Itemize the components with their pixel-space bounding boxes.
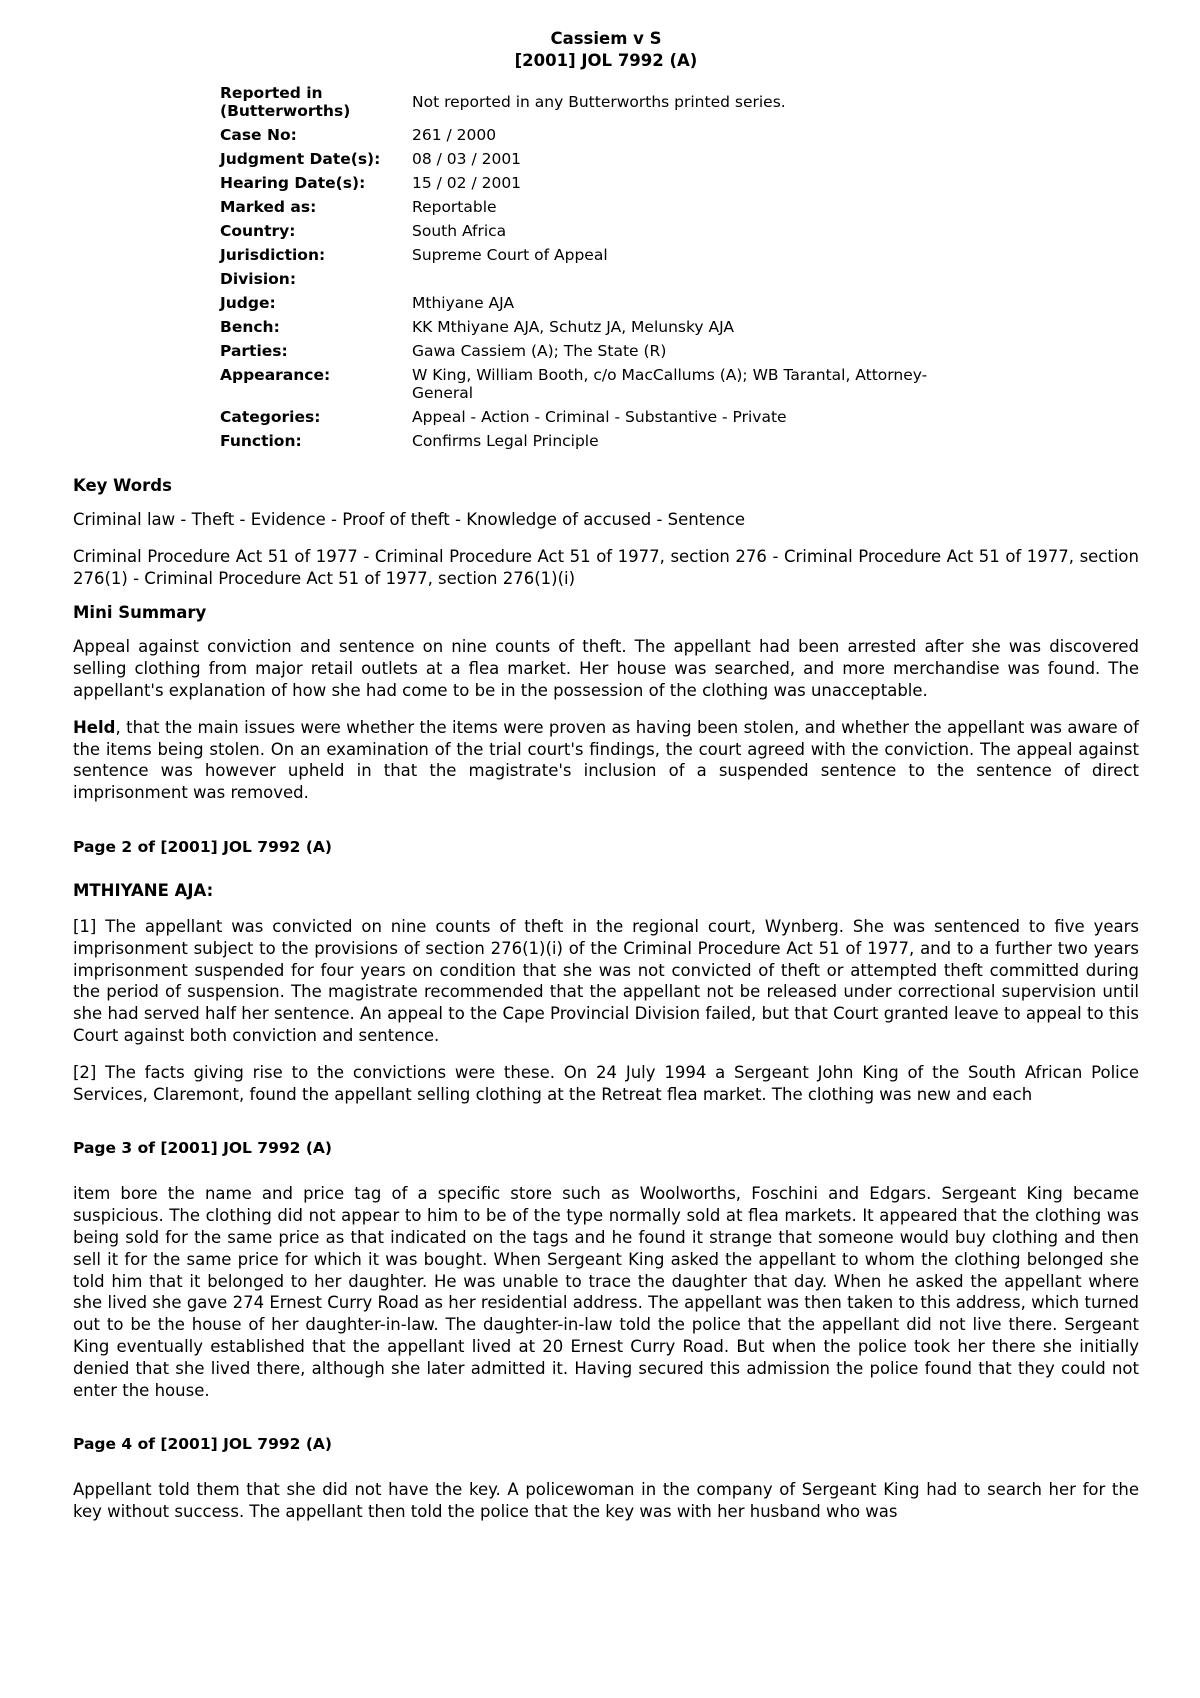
metadata-value: Mthiyane AJA	[412, 294, 515, 312]
paragraph-2: [2] The facts giving rise to the convictions were these. On 24 July 1994 a Sergeant John King of the South African Police Services, Claremont, found the appellant selling clothing at the Retreat flea market. The clothing was new and each	[73, 1062, 1139, 1104]
metadata-row	[220, 366, 972, 408]
paragraph-4: Appellant told them that she did not have the key. A policewoman in the company of Sergeant King had to search her for the key without success. The appellant then told the police that the key was with her husband who was	[73, 1480, 1139, 1522]
metadata-row	[220, 174, 972, 198]
case-metadata-table	[220, 84, 972, 456]
metadata-value: 08 / 03 / 2001	[412, 150, 522, 168]
metadata-value: South Africa	[412, 222, 507, 240]
metadata-row	[220, 270, 972, 294]
metadata-label: Case No:	[220, 126, 297, 144]
paragraph-1: [1] The appellant was convicted on nine counts of theft in the regional court, Wynberg. She was sentenced to five years imprisonment subject to the provisions of section 276(1)(i) of the Criminal Procedure Act 51 of 1977, and to a further two years imprisonment suspended for four years on condition that she was not convicted of theft or attempted theft committed during the period of suspension. The magistrate recommended that the appellant not be released under correctional supervision until she had served half her sentence. An appeal to the Cape Provincial Division failed, but that Court granted leave to appeal to this Court against both conviction and sentence.	[73, 916, 1139, 1045]
metadata-value: Supreme Court of Appeal	[412, 246, 608, 264]
metadata-label: Parties:	[220, 342, 288, 360]
metadata-value: Confirms Legal Principle	[412, 432, 599, 450]
metadata-label: Appearance:	[220, 366, 331, 384]
metadata-label: Function:	[220, 432, 302, 450]
title-block	[73, 28, 1139, 72]
metadata-value	[412, 270, 972, 294]
metadata-row	[220, 432, 972, 456]
metadata-row	[220, 246, 972, 270]
page-marker-2: Page 2 of [2001] JOL 7992 (A)	[73, 837, 332, 856]
metadata-label: Judgment Date(s):	[220, 150, 381, 168]
metadata-row	[220, 318, 972, 342]
metadata-value: Reportable	[412, 198, 497, 216]
metadata-row	[220, 84, 972, 126]
mini-summary-heading: Mini Summary	[73, 603, 207, 623]
key-words-heading: Key Words	[73, 476, 172, 495]
metadata-value: 15 / 02 / 2001	[412, 174, 522, 192]
metadata-label: Judge:	[220, 294, 276, 312]
judge-heading: MTHIYANE AJA:	[73, 880, 214, 900]
metadata-value: 261 / 2000	[412, 126, 497, 144]
paragraph-3: item bore the name and price tag of a specific store such as Woolworths, Foschini and Edgars. Sergeant King became suspicious. The clothing did not appear to him to be of the type normally sold at flea markets. It appeared that the clothing was being sold for the same price as that indicated on the tags and he found it strange that someone would buy clothing and then sell it for the same price for which it was bought. When Sergeant King asked the appellant to whom the clothing belonged she told him that it belonged to her daughter. He was unable to trace the daughter that day. When he asked the appellant where she lived she gave 274 Ernest Curry Road as her residential address. The appellant was then taken to this address, which turned out to be the house of her daughter-in-law. The daughter-in-law told the police that the appellant did not live there. Sergeant King eventually established that the appellant lived at 20 Ernest Curry Road. But when the police took her there she initially denied that she lived there, although she later admitted it. Having secured this admission the police found that they could not enter the house.	[73, 1184, 1139, 1400]
page-marker-4: Page 4 of [2001] JOL 7992 (A)	[73, 1435, 332, 1454]
case-citation: [2001] JOL 7992 (A)	[514, 51, 698, 70]
metadata-label: Hearing Date(s):	[220, 174, 366, 192]
metadata-row	[220, 294, 972, 318]
metadata-label: Jurisdiction:	[220, 246, 326, 264]
case-title: Cassiem v S	[550, 29, 662, 48]
key-words-subjects: Criminal law - Theft - Evidence - Proof of theft - Knowledge of accused - Sentence	[73, 510, 746, 529]
metadata-value: W King, William Booth, c/o MacCallums (A); WB Tarantal, Attorney-General	[412, 366, 928, 402]
page-marker-3: Page 3 of [2001] JOL 7992 (A)	[73, 1139, 332, 1158]
metadata-label: Country:	[220, 222, 296, 240]
key-words-legislation: Criminal Procedure Act 51 of 1977 - Criminal Procedure Act 51 of 1977, section 276 - Criminal Procedure Act 51 of 1977, section 276(1) - Criminal Procedure Act 51 of 1977, section 276(1)(i)	[73, 546, 1139, 588]
metadata-label: Marked as:	[220, 198, 317, 216]
held-label: Held	[73, 717, 116, 737]
metadata-label: Categories:	[220, 408, 321, 426]
metadata-row	[220, 150, 972, 174]
metadata-value: Appeal - Action - Criminal - Substantive - Private	[412, 408, 787, 426]
document-page	[73, 28, 1139, 1523]
metadata-row	[220, 342, 972, 366]
held-paragraph	[73, 717, 1139, 804]
metadata-row	[220, 198, 972, 222]
metadata-value: Gawa Cassiem (A); The State (R)	[412, 342, 667, 360]
metadata-label: Division:	[220, 270, 297, 288]
metadata-row	[220, 126, 972, 150]
mini-summary-text: Appeal against conviction and sentence on nine counts of theft. The appellant had been arrested after she was discovered selling clothing from major retail outlets at a flea market. Her house was searched, and more merchandise was found. The appellant's explanation of how she had come to be in the possession of the clothing was unacceptable.	[73, 637, 1139, 700]
metadata-value: Not reported in any Butterworths printed series.	[412, 93, 786, 111]
metadata-row	[220, 408, 972, 432]
metadata-label: Reported in (Butterworths)	[220, 84, 351, 120]
held-text: , that the main issues were whether the items were proven as having been stolen, and whether the appellant was aware of the items being stolen. On an examination of the trial court's findings, the court agreed with the conviction. The appeal against sentence was however upheld in that the magistrate's inclusion of a suspended sentence to the sentence of direct imprisonment was removed.	[73, 717, 1139, 803]
metadata-label: Bench:	[220, 318, 280, 336]
metadata-value: KK Mthiyane AJA, Schutz JA, Melunsky AJA	[412, 318, 735, 336]
metadata-row	[220, 222, 972, 246]
